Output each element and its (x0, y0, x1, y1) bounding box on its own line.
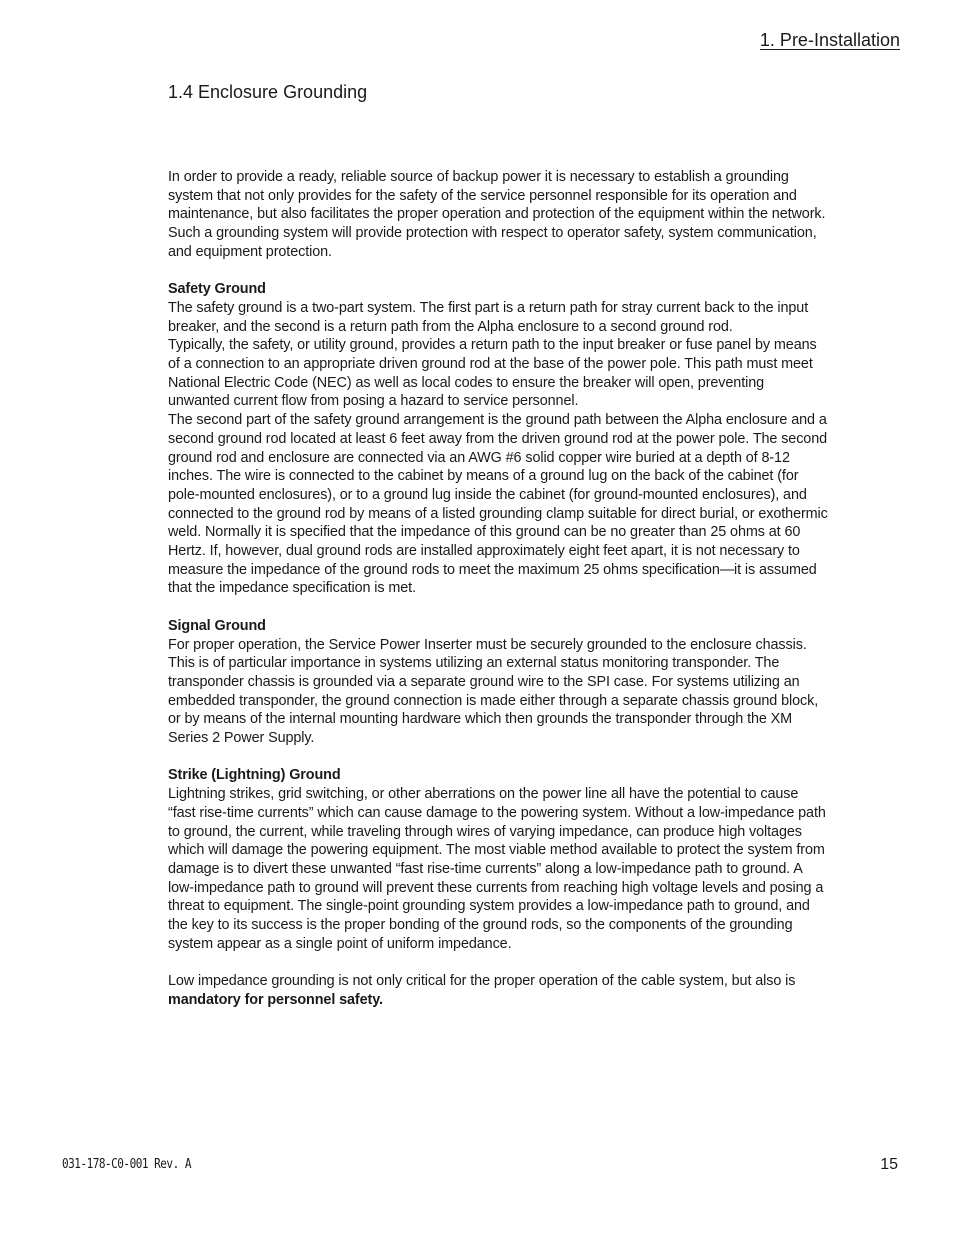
footer-page-number: 15 (880, 1156, 898, 1173)
footer-document-number: 031-178-C0-001 Rev. A (62, 1157, 192, 1172)
safety-ground-paragraph-1: The safety ground is a two-part system. The first part is a return path for stray current back to the input breaker, and the second is a return path from the Alpha enclosure to a second ground rod. (168, 299, 809, 335)
safety-ground-paragraph-3: The second part of the safety ground arrangement is the ground path between the Alpha enclosure and a second ground rod located at least 6 feet away from the driven ground rod at the power pole. The second ground rod and enclosure are connected via an AWG #6 solid copper wire buried at a depth of 8-12 inches. The wire is connected to the cabinet by means of a ground lug on the back of the cabinet (for pole-mounted enclosures), or to a ground lug inside the cabinet (for ground-mounted enclosures), and connected to the ground rod by means of a listed grounding clamp suitable for direct burial, or exothermic weld. Normally it is specified that the impedance of this ground can be no greater than 25 ohms at 60 Hertz. If, however, dual ground rods are installed approximately eight feet apart, it is not necessary to measure the impedance of the ground rods to meet the maximum 25 ohms specification—it is assumed that the impedance specification is met. (168, 412, 828, 597)
strike-ground-heading: Strike (Lightning) Ground (168, 767, 341, 784)
signal-ground-heading: Signal Ground (168, 617, 266, 634)
intro-paragraph: In order to provide a ready, reliable source of backup power it is necessary to establish a grounding system that not only provides for the safety of the service personnel responsible for its operation and maintenance, but also facilitates the proper operation and protection of the equipment within the network. Such a grounding system will provide protection with respect to operator safety, system communication, and equipment protection. (168, 169, 826, 260)
signal-ground-paragraph: For proper operation, the Service Power Inserter must be securely grounded to the enclosure chassis. This is of particular importance in systems utilizing an external status monitoring transponder. The transponder chassis is grounded via a separate ground wire to the SPI case. For systems utilizing an embedded transponder, the ground connection is made either through a separate chassis ground block, or by means of the internal mounting hardware which then grounds the transponder through the XM Series 2 Power Supply. (168, 636, 819, 747)
closing-emphasis: mandatory for personnel safety. (168, 991, 383, 1008)
chapter-header: 1. Pre-Installation (759, 30, 900, 50)
spacer (168, 262, 828, 281)
body-text (168, 168, 828, 1010)
spacer (168, 953, 828, 972)
strike-ground-paragraph: Lightning strikes, grid switching, or other aberrations on the power line all have the potential to cause “fast rise-time currents” which can cause damage to the powering system. Without a low-impedance path to ground, the current, while traveling through wires of varying impedance, can produce high voltages which will damage the powering equipment. The most viable method available to protect the system from damage is to divert these unwanted “fast rise-time currents” along a low-impedance path to ground. A low-impedance path to ground will prevent these currents from reaching high voltage levels and posing a threat to equipment. The single-point grounding system provides a low-impedance path to ground, and the key to its success is the proper bonding of the ground rods, so the components of the grounding system appear as a single point of uniform impedance. (168, 786, 826, 952)
spacer (168, 598, 828, 617)
section-title: 1.4 Enclosure Grounding (168, 82, 368, 102)
spacer (168, 748, 828, 767)
closing-paragraph (168, 972, 828, 1009)
closing-text: Low impedance grounding is not only critical for the proper operation of the cable system, but also is (168, 973, 796, 990)
safety-ground-paragraph-2: Typically, the safety, or utility ground, provides a return path to the input breaker or fuse panel by means of a connection to an appropriate driven ground rod at the base of the power pole. This path must meet National Electric Code (NEC) as well as local codes to ensure the breaker will open, preventing unwanted current flow from posing a hazard to service personnel. (168, 337, 817, 410)
safety-ground-heading: Safety Ground (168, 281, 266, 298)
